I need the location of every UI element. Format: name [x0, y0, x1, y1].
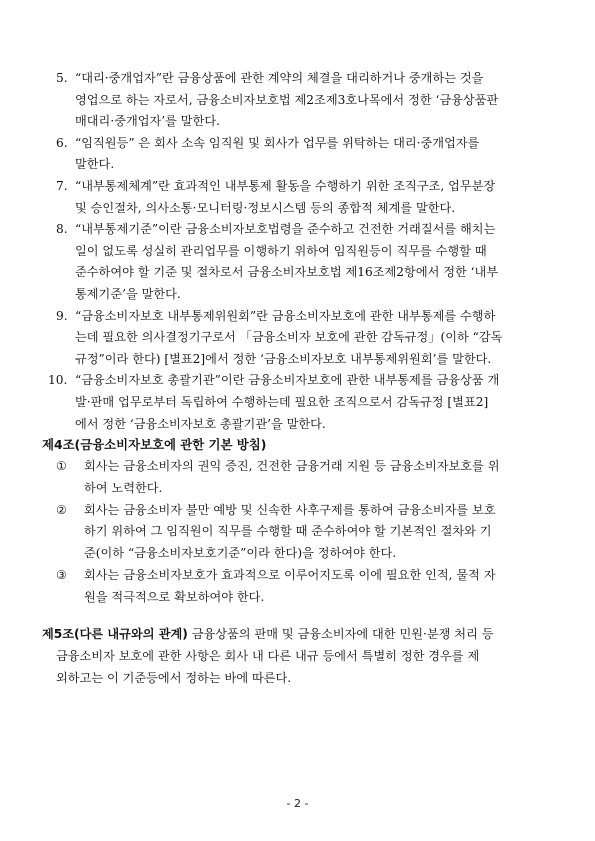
text-line: 원을 적극적으로 확보하여야 한다. — [84, 589, 265, 604]
clause-number: ② — [56, 502, 67, 517]
text-line: 규정”이라 한다) [별표2]에서 정한 ‘금융소비자보호 내부통제위원회’를 말한다. — [75, 351, 492, 366]
text-line: 말한다. — [75, 157, 115, 172]
text-line: 회사는 금융소비자 불만 예방 및 신속한 사후구제를 통하여 금융소비자를 보호 — [84, 502, 496, 517]
article-first-line — [42, 624, 556, 646]
text-line: 외하고는 이 기준등에서 정하는 바에 따른다. — [56, 670, 292, 685]
definition-item — [56, 133, 556, 176]
text-line: 하기 위하여 그 임직원이 직무를 수행할 때 준수하여야 할 기본적인 절차와 기 — [84, 524, 492, 539]
text-line: 매대리·중개업자’를 말한다. — [75, 114, 221, 129]
text-line: “대리·중개업자”란 금융상품에 관한 계약의 체결을 대리하거나 중개하는 것을 — [75, 71, 484, 85]
text-line: 회사는 금융소비자보호가 효과적으로 이루어지도록 이에 필요한 인적, 물적 자 — [84, 567, 496, 582]
clause-number: ① — [56, 459, 67, 473]
page-number: - 2 - — [286, 797, 309, 810]
item-number: 9. — [56, 308, 68, 323]
text-line: “임직원등” 은 회사 소속 임직원 및 회사가 업무를 위탁하는 대리·중개업자를 — [75, 135, 480, 150]
text-line: 금융소비자 보호에 관한 사항은 회사 내 다른 내규 등에서 특별히 정한 경우를 제 — [56, 648, 480, 663]
article-5 — [42, 624, 556, 689]
text-line: 회사는 금융소비자의 권익 증진, 건전한 금융거래 지원 등 금융소비자보호를 위 — [84, 459, 500, 473]
article-4 — [42, 434, 556, 609]
text-line: 준(이하 “금융소비자보호기준”이라 한다)을 정하여야 한다. — [84, 546, 397, 561]
definition-list — [48, 68, 556, 435]
text-line: 발·판매 업무로부터 독립하여 수행하는데 필요한 조직으로서 감독규정 [별표2] — [75, 394, 489, 409]
clause-item — [42, 500, 556, 565]
clause-number: ③ — [56, 567, 67, 582]
definition-item — [56, 219, 556, 305]
item-number: 8. — [56, 222, 68, 237]
definition-item — [56, 306, 556, 371]
item-number: 7. — [56, 178, 68, 193]
article-title: 제5조(다른 내규와의 관계) — [42, 627, 188, 641]
item-number: 6. — [56, 135, 68, 150]
text-line: 준수하여야 할 기준 및 절차로서 금융소비자보호법 제16조제2항에서 정한 ‘내부 — [75, 265, 499, 280]
text-line: 에서 정한 ‘금융소비자보호 총괄기관’을 말한다. — [75, 416, 326, 431]
definition-item — [56, 68, 556, 133]
article-title: 제4조(금융소비자보호에 관한 기본 방침) — [42, 437, 267, 452]
text-line: 영업으로 하는 자로서, 금융소비자보호법 제2조제3호나목에서 정한 ‘금융상품판 — [75, 92, 499, 107]
definition-item — [56, 176, 556, 219]
text-line: 금융상품의 판매 및 금융소비자에 대한 민원·분쟁 처리 등 — [187, 627, 494, 641]
definition-item — [48, 370, 556, 435]
text-line: “내부통제기준”이란 금융소비자보호법령을 준수하고 건전한 거래질서를 해치는 — [75, 222, 496, 237]
text-line: “금융소비자보호 내부통제위원회”란 금융소비자보호에 관한 내부통제를 수행하 — [75, 308, 496, 323]
text-line: 일이 없도록 성실히 관리업무를 이행하기 위하여 임직원등이 직무를 수행할 때 — [75, 243, 487, 258]
text-line: 하여 노력한다. — [84, 480, 163, 495]
text-line: “금융소비자보호 총괄기관”이란 금융소비자보호에 관한 내부통제를 금융상품 개 — [75, 373, 500, 388]
text-line: “내부통제체계”란 효과적인 내부통제 활동을 수행하기 위한 조직구조, 업무분장 — [75, 178, 496, 193]
item-number: 5. — [56, 71, 68, 85]
text-line: 통제기준’을 말한다. — [75, 286, 181, 301]
text-line: 및 승인절차, 의사소통·모니터링·정보시스템 등의 종합적 체계를 말한다. — [75, 200, 456, 215]
item-number: 10. — [48, 373, 68, 388]
clause-item — [42, 565, 556, 609]
text-line: 는데 필요한 의사결정기구로서 「금융소비자 보호에 관한 감독규정」(이하 “감독 — [75, 330, 503, 345]
clause-item — [42, 456, 556, 500]
